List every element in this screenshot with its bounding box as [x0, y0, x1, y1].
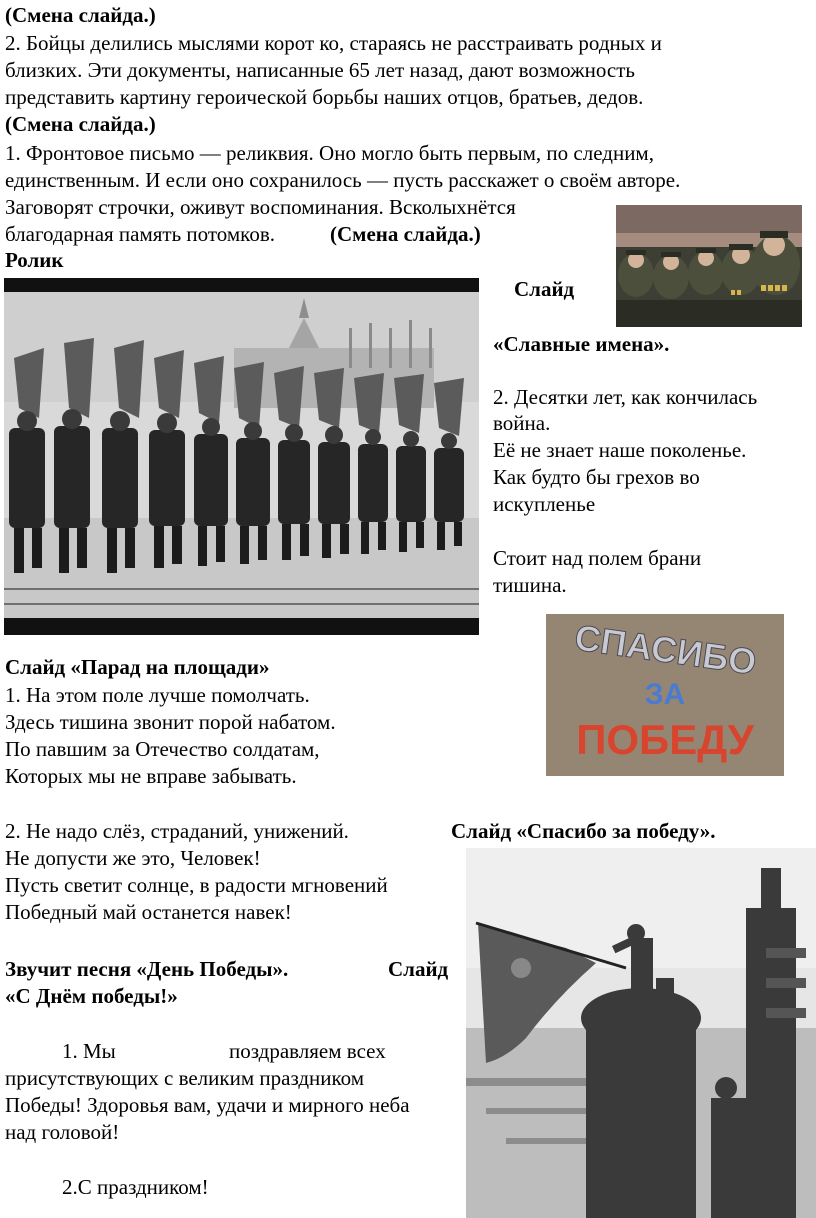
veterans-photo	[616, 205, 802, 327]
poem-line: По павшим за Отечество солдатам,	[5, 737, 320, 761]
video-label: Ролик	[5, 248, 64, 272]
poem-line: 2. Десятки лет, как кончилась	[493, 385, 758, 409]
slide-title: «С Днём победы!»	[5, 984, 178, 1008]
text-line: над головой!	[5, 1120, 120, 1144]
slide-label: Слайд	[514, 277, 575, 301]
poem-line: Пусть светит солнце, в радости мгновений	[5, 873, 388, 897]
slide-change-label: (Смена слайда.)	[5, 112, 156, 136]
poem-line: 1. На этом поле лучше помолчать.	[5, 683, 310, 707]
song-label: Звучит песня «День Победы».	[5, 957, 289, 981]
slide-title: Слайд «Спасибо за победу».	[451, 819, 716, 843]
spasibo-word-2: ЗА	[644, 678, 686, 711]
poem-line: тишина.	[493, 573, 567, 597]
poem-line: Не допусти же это, Человек!	[5, 846, 261, 870]
reichstag-flag-photo	[466, 848, 816, 1218]
slide-change-label: (Смена слайда.)	[330, 222, 481, 246]
text-line: присутствующих с великим праздником	[5, 1066, 365, 1090]
spasibo-word-1: СПАСИБО	[572, 616, 759, 683]
spasibo-photo	[546, 614, 784, 776]
poem-line: Как будто бы грехов во	[493, 465, 700, 489]
text-line: 1. Фронтовое письмо — реликвия. Оно могло быть первым, по следним,	[5, 141, 654, 165]
text-line: единственным. И если оно сохранилось — пусть расскажет о своём авторе.	[5, 168, 681, 192]
poem-line: война.	[493, 411, 551, 435]
text-line: благодарная память потомков.	[5, 222, 275, 246]
poem-line: Которых мы не вправе забывать.	[5, 764, 297, 788]
slide-change-label: (Смена слайда.)	[5, 3, 156, 27]
poem-line: 2. Не надо слёз, страданий, унижений.	[5, 819, 349, 843]
poem-line: искупленье	[493, 492, 596, 516]
text-line: Победы! Здоровья вам, удачи и мирного неба	[5, 1093, 410, 1117]
text-line: 1. Мы	[62, 1039, 116, 1063]
slide-title: Слайд «Парад на площади»	[5, 655, 270, 679]
text-line: 2.С праздником!	[62, 1175, 209, 1199]
text-line: представить картину героической борьбы наших отцов, братьев, дедов.	[5, 85, 644, 109]
text-line: Заговорят строчки, оживут воспоминания. Всколыхнётся	[5, 195, 516, 219]
poem-line: Победный май останется навек!	[5, 900, 292, 924]
spasibo-word-3: ПОБЕДУ	[576, 716, 754, 763]
slide-title: «Славные имена».	[493, 332, 670, 356]
poem-line: Стоит над полем брани	[493, 546, 702, 570]
poem-line: Здесь тишина звонит порой набатом.	[5, 710, 336, 734]
slide-label: Слайд	[388, 957, 449, 981]
poem-line: Её не знает наше поколенье.	[493, 438, 747, 462]
text-line: 2. Бойцы делились мыслями корот ко, стараясь не расстраивать родных и	[5, 31, 662, 55]
text-line: близких. Эти документы, написанные 65 лет назад, дают возможность	[5, 58, 635, 82]
text-line: поздравляем всех	[229, 1039, 386, 1063]
parade-photo	[4, 278, 479, 635]
